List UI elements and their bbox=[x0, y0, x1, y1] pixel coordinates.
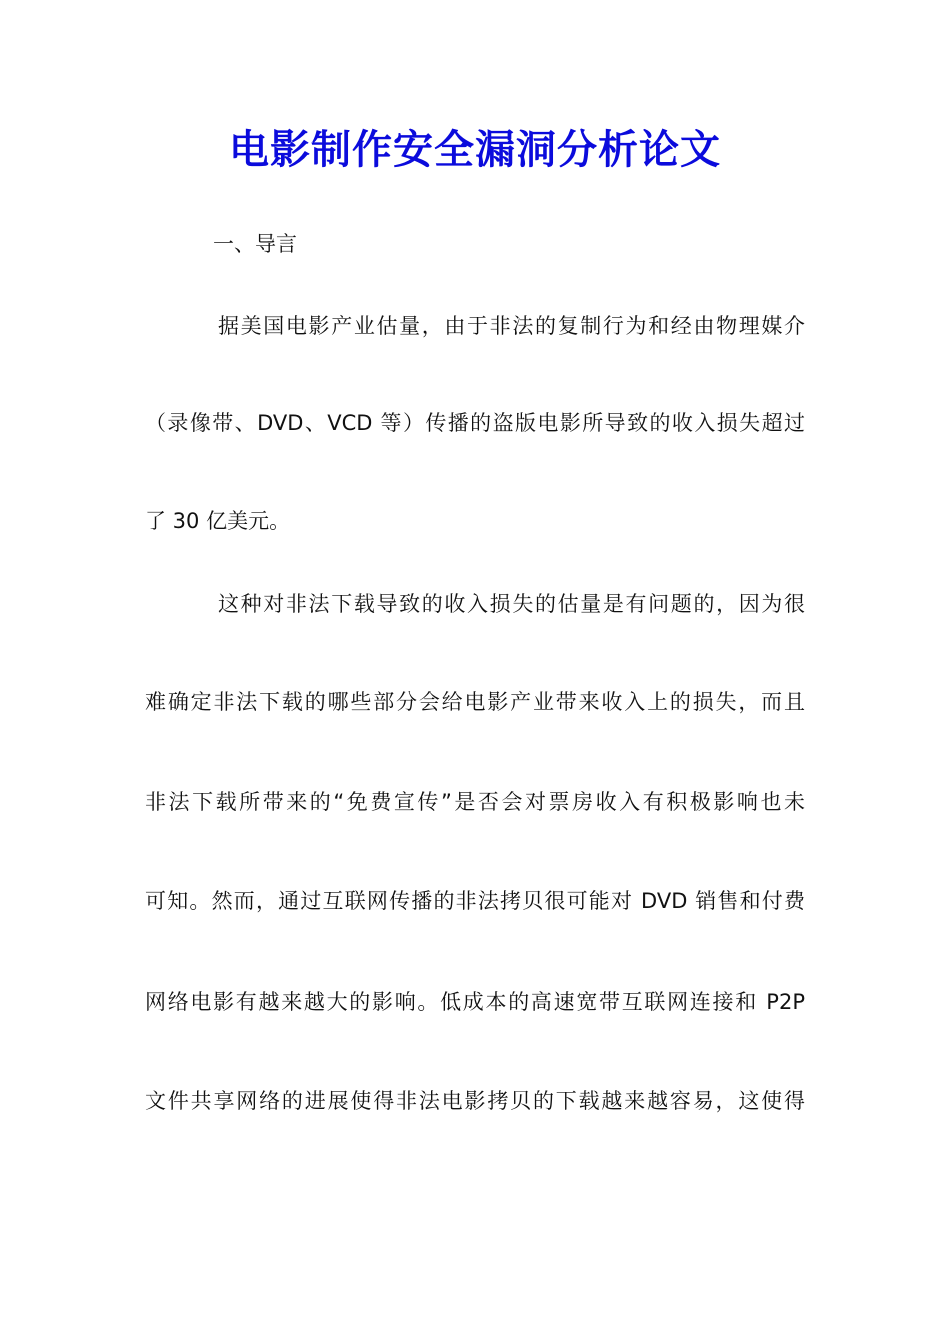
paragraph-2-line-3: 非法下载所带来的“免费宣传”是否会对票房收入有积极影响也未 bbox=[145, 790, 805, 814]
section-heading: 一、导言 bbox=[213, 232, 297, 256]
paragraph-1-line-1: 据美国电影产业估量，由于非法的复制行为和经由物理媒介 bbox=[218, 314, 805, 338]
paragraph-2-line-4: 可知。然而，通过互联网传播的非法拷贝很可能对 DVD 销售和付费 bbox=[145, 889, 805, 913]
paragraph-2-line-2: 难确定非法下载的哪些部分会给电影产业带来收入上的损失，而且 bbox=[145, 690, 805, 714]
paragraph-2-line-6: 文件共享网络的进展使得非法电影拷贝的下载越来越容易，这使得 bbox=[145, 1089, 805, 1113]
document-title: 电影制作安全漏洞分析论文 bbox=[229, 126, 721, 173]
paragraph-2-line-5: 网络电影有越来越大的影响。低成本的高速宽带互联网连接和 P2P bbox=[145, 990, 805, 1014]
paragraph-1-line-3: 了 30 亿美元。 bbox=[145, 509, 291, 533]
paragraph-2-line-1: 这种对非法下载导致的收入损失的估量是有问题的，因为很 bbox=[218, 592, 805, 616]
paragraph-1-line-2: （录像带、DVD、VCD 等）传播的盗版电影所导致的收入损失超过 bbox=[145, 411, 805, 435]
